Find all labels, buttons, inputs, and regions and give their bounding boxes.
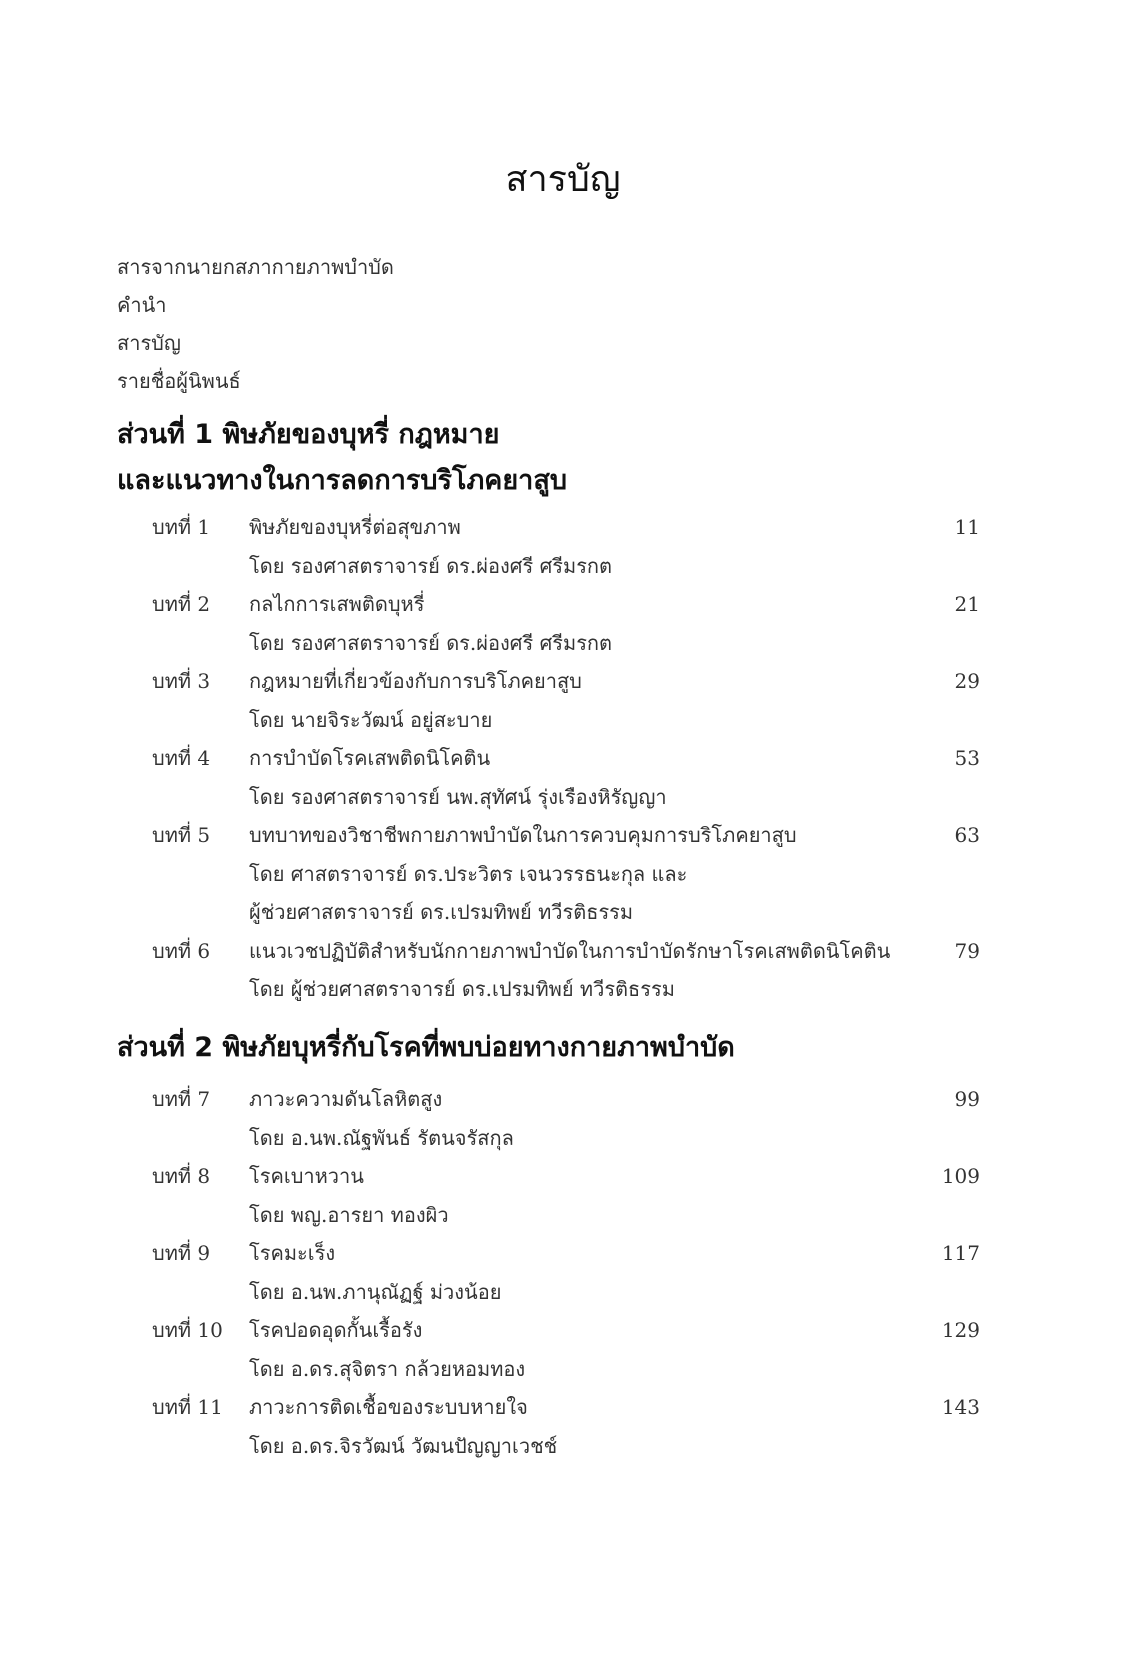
chapter-page-number: 109	[941, 1164, 980, 1188]
part-1-heading	[117, 412, 567, 504]
chapter-page-number: 11	[954, 515, 980, 539]
chapter-title: พิษภัยของบุหรี่ต่อสุขภาพ	[249, 515, 461, 539]
chapter-number: บทที่ 6	[152, 938, 211, 963]
chapter-title: การบำบัดโรคเสพติดนิโคติน	[249, 746, 491, 770]
chapter-author: ผู้ช่วยศาสตราจารย์ ดร.เปรมทิพย์ ทวีรติธรรม	[249, 900, 634, 924]
page-title: สารบัญ	[505, 159, 621, 200]
chapter-entry	[0, 932, 1126, 1009]
chapter-page-number: 29	[954, 669, 980, 693]
chapter-author: โดย อ.นพ.ภานุณัฏฐ์ ม่วงน้อย	[249, 1279, 502, 1304]
chapter-page-number: 63	[954, 823, 980, 847]
chapter-author: โดย อ.ดร.สุจิตรา กล้วยหอมทอง	[249, 1356, 526, 1381]
chapter-title: ภาวะการติดเชื้อของระบบหายใจ	[249, 1395, 528, 1419]
chapter-number: บทที่ 4	[152, 746, 211, 770]
chapter-page-number: 79	[954, 938, 980, 963]
chapter-entry	[0, 739, 1126, 816]
front-matter-item: สารบัญ	[117, 331, 181, 355]
chapter-author: โดย รองศาสตราจารย์ ดร.ผ่องศรี ศรีมรกต	[249, 553, 613, 578]
chapter-title: กฎหมายที่เกี่ยวข้องกับการบริโภคยาสูบ	[249, 669, 582, 693]
chapter-author: โดย พญ.อารยา ทองผิว	[249, 1202, 449, 1227]
chapter-page-number: 117	[941, 1241, 980, 1265]
chapter-author: โดย รองศาสตราจารย์ นพ.สุทัศน์ รุ่งเรืองหิรัญญา	[249, 784, 667, 809]
front-matter-item: รายชื่อผู้นิพนธ์	[117, 369, 241, 393]
chapter-title: โรคมะเร็ง	[249, 1241, 336, 1265]
part-1-heading-line-2: และแนวทางในการลดการบริโภคยาสูบ	[117, 465, 567, 496]
chapter-number: บทที่ 1	[152, 515, 211, 539]
chapter-number: บทที่ 9	[152, 1241, 211, 1265]
chapter-entry	[0, 585, 1126, 662]
front-matter-item: คำนำ	[117, 293, 167, 317]
chapter-author: โดย รองศาสตราจารย์ ดร.ผ่องศรี ศรีมรกต	[249, 630, 613, 655]
chapter-author: โดย อ.นพ.ณัฐพันธ์ รัตนจรัสกุล	[249, 1125, 514, 1150]
part-1-chapter-list	[0, 508, 1126, 1009]
chapter-number: บทที่ 8	[152, 1164, 211, 1188]
chapter-title: โรคปอดอุดกั้นเรื้อรัง	[249, 1318, 423, 1342]
chapter-number: บทที่ 10	[152, 1318, 223, 1342]
chapter-page-number: 53	[954, 746, 980, 770]
chapter-title: แนวเวชปฏิบัติสำหรับนักกายภาพบำบัดในการบำบัดรักษาโรคเสพติดนิโคติน	[249, 938, 891, 963]
chapter-title: บทบาทของวิชาชีพกายภาพบำบัดในการควบคุมการบริโภคยาสูบ	[249, 823, 797, 847]
chapter-number: บทที่ 5	[152, 823, 211, 847]
chapter-entry	[0, 1388, 1126, 1465]
chapter-entry	[0, 508, 1126, 585]
chapter-number: บทที่ 3	[152, 669, 211, 693]
chapter-title: โรคเบาหวาน	[249, 1164, 364, 1188]
front-matter-list	[117, 248, 394, 400]
chapter-entry	[0, 1234, 1126, 1311]
chapter-title: ภาวะความดันโลหิตสูง	[249, 1087, 443, 1111]
chapter-title: กลไกการเสพติดบุหรี่	[249, 592, 425, 616]
part-1-heading-line-1: ส่วนที่ 1 พิษภัยของบุหรี่ กฎหมาย	[117, 419, 500, 450]
chapter-entry	[0, 1311, 1126, 1388]
part-2-heading: ส่วนที่ 2 พิษภัยบุหรี่กับโรคที่พบบ่อยทางกายภาพบำบัด	[117, 1032, 735, 1063]
chapter-author: โดย ศาสตราจารย์ ดร.ประวิตร เจนวรรธนะกุล และ	[249, 861, 688, 886]
front-matter-item: สารจากนายกสภากายภาพบำบัด	[117, 255, 394, 279]
chapter-entry	[0, 1080, 1126, 1157]
chapter-author: โดย อ.ดร.จิรวัฒน์ วัฒนปัญญาเวชช์	[249, 1433, 558, 1458]
chapter-entry	[0, 662, 1126, 739]
chapter-number: บทที่ 2	[152, 592, 211, 616]
chapter-number: บทที่ 11	[152, 1395, 223, 1419]
chapter-author: โดย ผู้ช่วยศาสตราจารย์ ดร.เปรมทิพย์ ทวีรติธรรม	[249, 977, 675, 1001]
chapter-author: โดย นายจิระวัฒน์ อยู่สะบาย	[249, 707, 493, 732]
chapter-page-number: 21	[954, 592, 980, 616]
chapter-page-number: 99	[954, 1087, 980, 1111]
chapter-number: บทที่ 7	[152, 1087, 211, 1111]
chapter-page-number: 129	[941, 1318, 980, 1342]
chapter-entry	[0, 1157, 1126, 1234]
part-2-chapter-list	[0, 1080, 1126, 1465]
chapter-entry	[0, 816, 1126, 932]
chapter-page-number: 143	[941, 1395, 980, 1419]
